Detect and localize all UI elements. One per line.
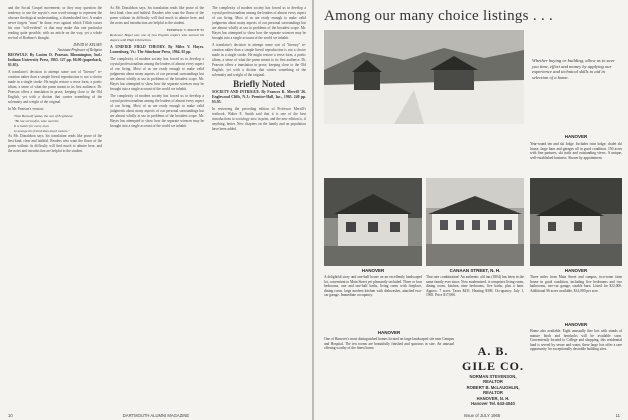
right-footer-issue: Issue of JULY 1965: [464, 413, 501, 418]
letter-signature-title: Assistant Professor of Religion: [57, 48, 102, 52]
realtor-ad: [460, 344, 526, 406]
listing-5-title: HANOVER: [564, 322, 588, 327]
left-page-number: 10: [8, 413, 13, 418]
review-beowulf-quote-intro: In Mr. Pearson's version:: [8, 107, 44, 111]
intro-text: Whether buying or building, allow us to save you time, effort and money by applying our experience and technical skills to aid in selection of a home.: [532, 58, 615, 80]
listing-4-title: HANOVER: [564, 268, 588, 273]
review-field-theory-body: The complexity of modern society has forced us to develop a crystal professionalism among the leaders of almost every aspect of our living. Most of us are ready enough to make valid judgments about many aspects of our personal surroundings but are almost wholly at sea in problems of the broadest scope. Mr. Hayes has attempted to show how the separate sciences may be brought into a single account of the world we inhabit.: [110, 57, 204, 91]
verse-line: It is better for every man: [14, 124, 49, 128]
review-beowulf-continued: As Mr. Donaldson says, his translation reads like prose of the best kind, clear and faithful. Readers who want the flavor of the poem without its difficulty will find much to admire here, and the notes and introduction are helpful to the student.: [8, 134, 102, 153]
review-field-theory-body-2: The complexity of modern society has forced us to develop a crystal professionalism among the leaders of almost every aspect of our living. Most of us are ready enough to make valid judgments about many aspects of our personal surroundings but are almost wholly at sea in problems of the broadest scope. Mr. Hayes has attempted to show how the separate sciences may be brought into a single account of the world we inhabit.: [110, 94, 204, 128]
verse-line: Then Beowulf spoke, the son of Ecgtheow:: [14, 114, 74, 118]
review-beowulf-signature: FREDERIC V. BOOTH '65: [166, 28, 204, 32]
right-page: [314, 0, 628, 420]
review-beowulf-body: A translator's decision to attempt some sort of "literary" re-creation rather than a simple literal reproduction is not a choice made in a single stroke. He might restore a verse form, a poetic idiom, a sense of what the poem meant to its first audience. Dr. Pearson offers a translation in prose, keeping close to the Old English, yet with a diction that carries something of the solemnity and weight of the original.: [8, 70, 102, 104]
briefly-noted-heading: SOCIETY AND INTRIGUE. By Frances K. Merrill '26. Englewood Cliffs, N.J.: Prentice-Hall, Inc., 1965. 240 pp. $5.95.: [212, 90, 306, 104]
briefly-noted-title: Briefly Noted: [233, 79, 285, 89]
realtor-line-3: HANOVER, N. H.: [476, 395, 510, 401]
left-column-2: [110, 6, 204, 131]
left-column-3: [212, 6, 306, 134]
verse-line: "Be not sorrowful, wise warrior.: [14, 119, 60, 123]
hanover-farmhouse-photo: [530, 178, 622, 266]
listing-6-title: HANOVER: [377, 330, 401, 335]
realtor-line-4: Hanover Tel. 643-4040: [471, 401, 515, 407]
review-field-theory-heading: A UNIFIED FIELD THEORY. By Miles V. Hayes. Lunenburg, Vt.: The Stinehour Press, 1964. 65 pp.: [110, 45, 204, 54]
letter-text: and the Social Gospel movement; or they may question the tendency to use the mystic's own word-coinage to represent the obscure theological understanding, a disembodied fact. A reader never forgets "must" be done, ever against which Tillich issues his own "self-evident" or that may make this one particular reading quite possible, with an article on the way, yet a whole revival of Boehme's thought.: [8, 6, 102, 40]
review-beowulf-body-cont: As Mr. Donaldson says, his translation reads like prose of the best kind, clear and faithful. Readers who want the flavor of the poem without its difficulty will find much to admire here, and the notes and introduction are helpful to the student.: [110, 6, 204, 25]
listing-2-description: A delightful story and one-half house on an excellently landscaped lot, convenient to Main Street yet pleasantly secluded. Three or four bedrooms, one and one-half baths, living room with fireplace, dining room, large modern kitchen with dishwasher, attached two-car garage. Immediate occupancy.: [324, 275, 422, 298]
canaan-inn-photo: [426, 178, 524, 266]
listing-5-description: Home also available. Eight unusually fine lots with stands of mature birch and hemlocks will be available soon. Conveniently located to College and shopping, this residential land is served by sewer and water, these large lots offer a rare opportunity for exceptionally desirable building sites.: [530, 329, 622, 352]
reviewer-note: Reviewer Bogel was one of two English majors who earned his degree with High Distinction.: [110, 33, 204, 42]
left-footer-title: DARTMOUTH ALUMNI MAGAZINE: [122, 413, 190, 418]
listing-4-description: Three miles from Main Street and campus, two-room farm house in good condition, including five bedrooms and two bathrooms, two-car garage, sizable barn. Listed for $22,000. Additional 96 acres available, $14,000 per acre.: [530, 275, 622, 293]
listing-1-title: HANOVER: [564, 134, 588, 139]
briefly-noted-body: In reviewing the preceding edition of Professor Merrill's textbook, Walter E. Smith said that it is one of the best introductions to sociology now in print, and the new edition is, if anything, better. New chapters on the family and on population have been added.: [212, 107, 306, 131]
right-page-number: 11: [615, 413, 620, 418]
realtor-line-2: ROBERT B. McLAUGHLIN, REALTOR: [466, 384, 520, 396]
left-column-1: [8, 6, 102, 156]
review-field-theory-cont: The complexity of modern society has forced us to develop a crystal professionalism among the leaders of almost every aspect of our living. Most of us are ready enough to make valid judgments about many aspects of our personal surroundings but are almost wholly at sea in problems of the broadest scope. Mr. Hayes has attempted to show how the separate sciences may be brought into a single account of the world we inhabit.: [212, 6, 306, 40]
listing-6-description: One of Hanover's most distinguished homes located on large landscaped site near Campus and Hospital. The ten rooms are beautifully finished and spacious in size. An unusual offering worthy of the finest home.: [324, 337, 454, 351]
realtor-line-1: NORMAN STEVENSON, REALTOR: [469, 374, 517, 385]
listing-3-description: That rare combination! An authentic old inn (1804) has been in the same family ever since. Now modernized, it comprises living room, dining room, kitchen, nine bedrooms, five baths, plus a barn. Approx. 7 acres. Taxes $431. Heating $306. Occupancy: July 1, 1965. Price $17,000.: [426, 275, 524, 298]
realtor-name: A. B. GILE CO.: [461, 344, 524, 373]
letter-signature-name: DAVID H. KELSEY: [73, 43, 102, 47]
ski-lodge-photo: [324, 30, 524, 124]
verse-line: to avenge his friend than much mourn.": [14, 129, 70, 133]
listing-3-title: CANAAN STREET, N. H.: [449, 268, 501, 273]
listing-2-title: HANOVER: [361, 268, 385, 273]
headline: Among our many choice listings . . .: [324, 8, 554, 24]
listing-1-description: Year-round ten and ski lodge. Includes twin lodge, chalet ski house, large barn and garages all in good condition. 150 acres with fine pastures, ski trails and outstanding views. A unique, well-established business. Shown by appointment.: [530, 142, 622, 160]
hanover-house-photo: [324, 178, 422, 266]
review-beowulf-heading: BEOWULF. By Lucien D. Pearson. Bloomington, Ind.: Indiana University Press, 1965. 127 pp. $6.00 (paperback, $1.65).: [8, 53, 102, 67]
left-page: [0, 0, 312, 420]
review-field-theory-cont-2: A translator's decision to attempt some sort of "literary" re-creation rather than a simple literal reproduction is not a choice made in a single stroke. He might restore a verse form, a poetic idiom, a sense of what the poem meant to its first audience. Dr. Pearson offers a translation in prose, keeping close to the Old English, yet with a diction that carries something of the solemnity and weight of the original.: [212, 43, 306, 77]
